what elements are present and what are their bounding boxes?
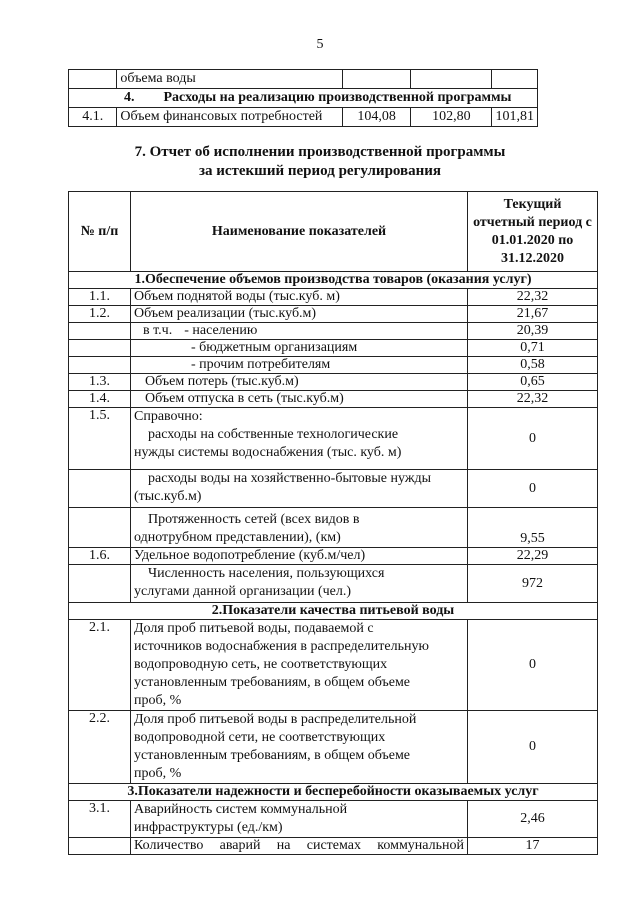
row-number: 1.1.: [69, 289, 131, 306]
text-line: Доля проб питьевой воды в распределительной: [134, 712, 417, 727]
table-row: [69, 408, 598, 470]
text-line: Протяженность сетей (всех видов в: [148, 512, 360, 527]
table-row: [69, 306, 598, 323]
table-row: [69, 357, 598, 374]
column-header-name: Наименование показателей: [131, 192, 468, 272]
value-cell: [342, 70, 410, 89]
row-number: 1.6.: [69, 548, 131, 565]
indicator-name: Объем реализации (тыс.куб.м): [131, 306, 468, 323]
value-cell: 2,46: [468, 801, 598, 838]
row-number: [69, 565, 131, 603]
table-row: [69, 391, 598, 408]
text-line: водопроводную сеть, не соответствующих: [134, 657, 388, 672]
indicator-name: [131, 508, 468, 548]
value-cell: 20,39: [468, 323, 598, 340]
row-number: [69, 357, 131, 374]
indicator-name: Удельное водопотребление (куб.м/чел): [131, 548, 468, 565]
page-number: 5: [316, 37, 324, 52]
value-cell: 0: [468, 470, 598, 508]
row-number: 3.1.: [69, 801, 131, 838]
value-cell: 0: [468, 620, 598, 711]
value-cell: 101,81: [492, 108, 538, 127]
reference-label: Справочно:: [134, 409, 203, 424]
indicator-name: [131, 620, 468, 711]
text-line: Численность населения, пользующихся: [148, 566, 385, 581]
row-number: 1.3.: [69, 374, 131, 391]
table-row: [69, 323, 598, 340]
section-row: [69, 603, 598, 620]
row-number: [69, 838, 131, 855]
value-cell: 22,32: [468, 289, 598, 306]
row-number: [69, 470, 131, 508]
value-cell: 22,29: [468, 548, 598, 565]
indicator-name: [131, 323, 468, 340]
table-row: [69, 340, 598, 357]
section-row: [69, 784, 598, 801]
indicator-name: Количество аварий на системах коммунальной: [131, 838, 468, 855]
table-row: [69, 801, 598, 838]
table-row: [69, 620, 598, 711]
row-number: 1.4.: [69, 391, 131, 408]
indicator-name: [131, 711, 468, 784]
value-cell: 17: [468, 838, 598, 855]
value-cell: 21,67: [468, 306, 598, 323]
row-number: 2.1.: [69, 620, 131, 711]
section-number: 4.: [124, 90, 135, 105]
table-row: [69, 470, 598, 508]
table-row: [69, 89, 538, 108]
value-cell: 972: [468, 565, 598, 603]
indicator-name: Объем потерь (тыс.куб.м): [131, 374, 468, 391]
value-cell: 22,32: [468, 391, 598, 408]
table-row: [69, 548, 598, 565]
text-line: проб, %: [134, 766, 182, 781]
title-line: 7. Отчет об исполнении производственной программы: [134, 144, 506, 160]
value-cell: 104,08: [342, 108, 410, 127]
indicator-name: - бюджетным организациям: [131, 340, 468, 357]
section-row: [69, 272, 598, 289]
value-cell: 0,71: [468, 340, 598, 357]
table-row: [69, 838, 598, 855]
text-line: услугами данной организации (чел.): [134, 584, 352, 599]
row-number: [69, 323, 131, 340]
row-number: [69, 340, 131, 357]
title-line: за истекший период регулирования: [198, 163, 442, 179]
section-heading: 2.Показатели качества питьевой воды: [69, 603, 598, 620]
column-header-number: № п/п: [69, 192, 131, 272]
table-row: [69, 711, 598, 784]
section-heading: 3.Показатели надежности и бесперебойности оказываемых услуг: [69, 784, 598, 801]
table-row: [69, 374, 598, 391]
indicator-name: [131, 565, 468, 603]
text-line: расходы воды на хозяйственно-бытовые нужды: [148, 471, 432, 486]
row-number: 2.2.: [69, 711, 131, 784]
row-number: 1.5.: [69, 408, 131, 470]
text-line: источников водоснабжения в распределительную: [134, 639, 429, 654]
indicator-name: - прочим потребителям: [131, 357, 468, 374]
text-line: нужды системы водоснабжения (тыс. куб. м): [134, 445, 402, 460]
indicator-name: [131, 801, 468, 838]
text-line: (тыс.куб.м): [134, 489, 202, 504]
indicator-name: [131, 408, 468, 470]
indicator-name: Объем поднятой воды (тыс.куб. м): [131, 289, 468, 306]
text-line: Доля проб питьевой воды, подаваемой с: [134, 621, 374, 636]
indicator-name: Объем финансовых потребностей: [117, 108, 343, 127]
report-table: [68, 191, 598, 855]
value-cell: 9,55: [468, 508, 598, 548]
value-cell: [411, 70, 492, 89]
row-number: 1.2.: [69, 306, 131, 323]
value-cell: 0,58: [468, 357, 598, 374]
indicator-name: [131, 470, 468, 508]
value-cell: 0,65: [468, 374, 598, 391]
indicator-name: объема воды: [117, 70, 343, 89]
value-cell: 0: [468, 408, 598, 470]
row-number: [69, 70, 117, 89]
text-line: однотрубном представлении), (км): [134, 530, 341, 545]
row-number: [69, 508, 131, 548]
text-line: расходы на собственные технологические: [148, 427, 399, 442]
table-row: [69, 289, 598, 306]
table-header: [69, 192, 598, 272]
column-header-period: Текущий отчетный период с 01.01.2020 по 31.12.2020: [468, 192, 598, 272]
text-line: проб, %: [134, 693, 182, 708]
value-cell: 0: [468, 711, 598, 784]
text-line: установленным требованиям, в общем объеме: [134, 675, 411, 690]
subitem-label: - населению: [184, 323, 258, 338]
table-row: [69, 565, 598, 603]
page-title: [0, 143, 640, 181]
text-line: установленным требованиям, в общем объеме: [134, 748, 411, 763]
section-heading: [69, 89, 538, 108]
value-cell: 102,80: [411, 108, 492, 127]
table-row: [69, 70, 538, 89]
table-row: [69, 108, 538, 127]
program-costs-table: [68, 69, 538, 127]
subitem-prefix: в т.ч.: [143, 323, 173, 338]
text-line: Аварийность систем коммунальной: [134, 802, 348, 817]
section-title: Расходы на реализацию производственной программы: [163, 90, 512, 105]
section-heading: 1.Обеспечение объемов производства товаров (оказания услуг): [69, 272, 598, 289]
text-line: водопроводной сети, не соответствующих: [134, 730, 386, 745]
value-cell: [492, 70, 538, 89]
row-number: 4.1.: [69, 108, 117, 127]
indicator-name: Объем отпуска в сеть (тыс.куб.м): [131, 391, 468, 408]
table-row: [69, 508, 598, 548]
text-line: инфраструктуры (ед./км): [134, 820, 283, 835]
